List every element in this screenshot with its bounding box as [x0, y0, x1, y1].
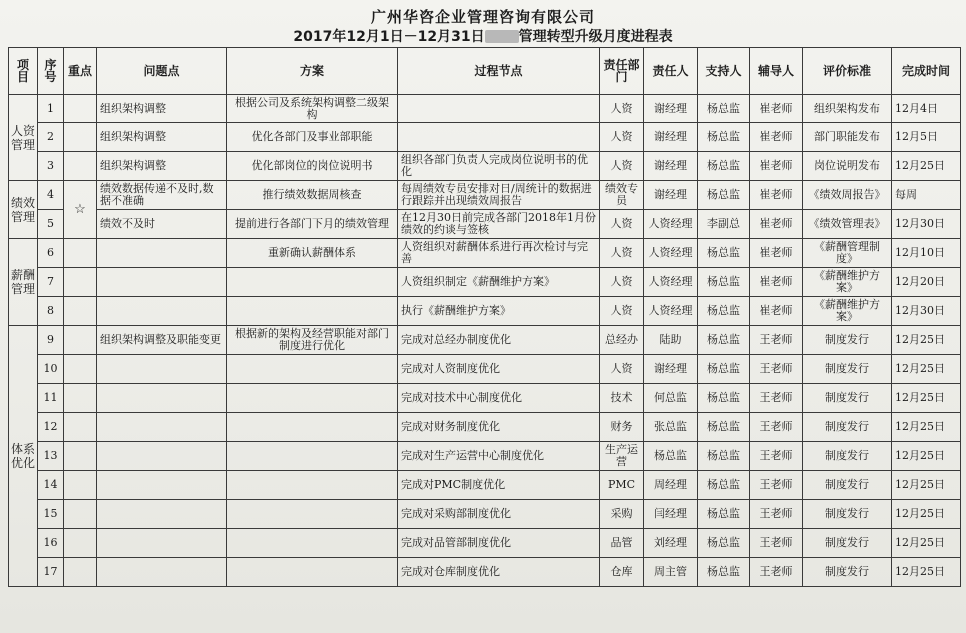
node-cell: 完成对财务制度优化: [398, 413, 600, 442]
dept-cell: 人资: [600, 239, 644, 268]
plan-cell: [227, 500, 398, 529]
table-row: [9, 297, 961, 326]
coach-cell: 崔老师: [750, 268, 803, 297]
row-number: 12: [38, 413, 64, 442]
owner-cell: 人资经理: [644, 268, 698, 297]
row-number: 13: [38, 442, 64, 471]
table-row: [9, 442, 961, 471]
table-row: [9, 239, 961, 268]
node-cell: 人资组织制定《薪酬维护方案》: [398, 268, 600, 297]
plan-cell: [227, 413, 398, 442]
date-range: 2017年12月1日－12月31日: [293, 29, 485, 45]
row-number: 14: [38, 471, 64, 500]
col-owner: 责任人: [644, 48, 698, 95]
standard-cell: 组织架构发布: [803, 95, 892, 123]
col-coach: 辅导人: [750, 48, 803, 95]
issue-cell: 组织架构调整: [97, 152, 227, 181]
node-cell: 完成对人资制度优化: [398, 355, 600, 384]
row-number: 4: [38, 181, 64, 210]
key-cell: [64, 95, 97, 123]
dept-cell: 仓库: [600, 558, 644, 587]
col-node: 过程节点: [398, 48, 600, 95]
support-cell: 杨总监: [698, 152, 750, 181]
company-title: 广州华咨企业管理咨询有限公司: [370, 8, 595, 26]
dept-cell: 人资: [600, 268, 644, 297]
col-due: 完成时间: [892, 48, 961, 95]
support-cell: 杨总监: [698, 558, 750, 587]
plan-cell: [227, 355, 398, 384]
coach-cell: 王老师: [750, 384, 803, 413]
dept-cell: 人资: [600, 123, 644, 152]
support-cell: 杨总监: [698, 123, 750, 152]
node-cell: 完成对采购部制度优化: [398, 500, 600, 529]
coach-cell: 王老师: [750, 529, 803, 558]
support-cell: 杨总监: [698, 471, 750, 500]
owner-cell: 周主管: [644, 558, 698, 587]
table-row: [9, 152, 961, 181]
table-title-text: 管理转型升级月度进程表: [518, 29, 673, 45]
row-number: 6: [38, 239, 64, 268]
category-cell: 人资管理: [9, 95, 38, 181]
table-row: [9, 355, 961, 384]
coach-cell: 王老师: [750, 326, 803, 355]
owner-cell: 刘经理: [644, 529, 698, 558]
issue-cell: [97, 471, 227, 500]
node-cell: 每周绩效专员安排对日/周统计的数据进行跟踪并出现绩效周报告: [398, 181, 600, 210]
due-cell: 12月10日: [892, 239, 961, 268]
table-title: [0, 26, 966, 46]
col-key: 重点: [64, 48, 97, 95]
support-cell: 杨总监: [698, 355, 750, 384]
key-cell: [64, 384, 97, 413]
plan-cell: [227, 558, 398, 587]
key-cell: [64, 326, 97, 355]
coach-cell: 崔老师: [750, 95, 803, 123]
header-row: [9, 48, 961, 95]
category-cell: 体系优化: [9, 326, 38, 587]
due-cell: 12月25日: [892, 500, 961, 529]
owner-cell: 何总监: [644, 384, 698, 413]
issue-cell: 组织架构调整: [97, 123, 227, 152]
owner-cell: 人资经理: [644, 210, 698, 239]
node-cell: 完成对生产运营中心制度优化: [398, 442, 600, 471]
owner-cell: 谢经理: [644, 123, 698, 152]
due-cell: 12月25日: [892, 529, 961, 558]
issue-cell: [97, 239, 227, 268]
standard-cell: 《薪酬维护方案》: [803, 268, 892, 297]
due-cell: 12月30日: [892, 210, 961, 239]
plan-cell: 推行绩效数据周核查: [227, 181, 398, 210]
col-no: 序号: [38, 48, 64, 95]
col-plan: 方案: [227, 48, 398, 95]
issue-cell: 绩效不及时: [97, 210, 227, 239]
coach-cell: 崔老师: [750, 123, 803, 152]
owner-cell: 人资经理: [644, 239, 698, 268]
row-number: 8: [38, 297, 64, 326]
coach-cell: 崔老师: [750, 297, 803, 326]
support-cell: 杨总监: [698, 384, 750, 413]
plan-cell: [227, 442, 398, 471]
standard-cell: 制度发行: [803, 355, 892, 384]
due-cell: 12月5日: [892, 123, 961, 152]
owner-cell: 陆助: [644, 326, 698, 355]
key-cell: [64, 529, 97, 558]
dept-cell: PMC: [600, 471, 644, 500]
row-number: 16: [38, 529, 64, 558]
due-cell: 12月25日: [892, 413, 961, 442]
progress-table: [8, 47, 961, 587]
row-number: 9: [38, 326, 64, 355]
coach-cell: 王老师: [750, 355, 803, 384]
dept-cell: 人资: [600, 355, 644, 384]
table-row: [9, 471, 961, 500]
owner-cell: 谢经理: [644, 355, 698, 384]
support-cell: 杨总监: [698, 413, 750, 442]
coach-cell: 王老师: [750, 413, 803, 442]
dept-cell: 绩效专员: [600, 181, 644, 210]
standard-cell: 《绩效管理表》: [803, 210, 892, 239]
owner-cell: 谢经理: [644, 181, 698, 210]
standard-cell: 制度发行: [803, 442, 892, 471]
due-cell: 12月4日: [892, 95, 961, 123]
plan-cell: [227, 529, 398, 558]
issue-cell: [97, 442, 227, 471]
plan-cell: 提前进行各部门下月的绩效管理: [227, 210, 398, 239]
plan-cell: 根据公司及系统架构调整二级架构: [227, 95, 398, 123]
support-cell: 杨总监: [698, 442, 750, 471]
table-row: [9, 529, 961, 558]
dept-cell: 人资: [600, 95, 644, 123]
table-row: [9, 500, 961, 529]
dept-cell: 采购: [600, 500, 644, 529]
table-row: [9, 384, 961, 413]
issue-cell: [97, 268, 227, 297]
standard-cell: 制度发行: [803, 384, 892, 413]
issue-cell: [97, 500, 227, 529]
plan-cell: [227, 471, 398, 500]
category-cell: 绩效管理: [9, 181, 38, 239]
issue-cell: [97, 297, 227, 326]
issue-cell: [97, 558, 227, 587]
support-cell: 杨总监: [698, 239, 750, 268]
standard-cell: 制度发行: [803, 529, 892, 558]
issue-cell: [97, 413, 227, 442]
standard-cell: 岗位说明发布: [803, 152, 892, 181]
node-cell: [398, 95, 600, 123]
row-number: 5: [38, 210, 64, 239]
issue-cell: 组织架构调整及职能变更: [97, 326, 227, 355]
col-issue: 问题点: [97, 48, 227, 95]
due-cell: 12月25日: [892, 558, 961, 587]
dept-cell: 人资: [600, 152, 644, 181]
key-cell: [64, 500, 97, 529]
table-row: [9, 181, 961, 210]
key-cell: [64, 152, 97, 181]
key-cell: [64, 123, 97, 152]
dept-cell: 人资: [600, 297, 644, 326]
plan-cell: 优化各部门及事业部职能: [227, 123, 398, 152]
row-number: 11: [38, 384, 64, 413]
table-row: [9, 210, 961, 239]
owner-cell: 张总监: [644, 413, 698, 442]
standard-cell: 制度发行: [803, 500, 892, 529]
dept-cell: 总经办: [600, 326, 644, 355]
due-cell: 12月25日: [892, 384, 961, 413]
due-cell: 12月25日: [892, 326, 961, 355]
standard-cell: 《薪酬维护方案》: [803, 297, 892, 326]
key-star-icon: ☆: [64, 181, 97, 239]
standard-cell: 《绩效周报告》: [803, 181, 892, 210]
table-row: [9, 123, 961, 152]
key-cell: [64, 558, 97, 587]
row-number: 3: [38, 152, 64, 181]
owner-cell: 谢经理: [644, 95, 698, 123]
category-cell: 薪酬管理: [9, 239, 38, 326]
support-cell: 杨总监: [698, 95, 750, 123]
key-cell: [64, 239, 97, 268]
coach-cell: 王老师: [750, 558, 803, 587]
key-cell: [64, 297, 97, 326]
redacted-name: [485, 30, 519, 43]
issue-cell: [97, 529, 227, 558]
table-row: [9, 558, 961, 587]
standard-cell: 部门职能发布: [803, 123, 892, 152]
due-cell: 每周: [892, 181, 961, 210]
dept-cell: 生产运营: [600, 442, 644, 471]
coach-cell: 王老师: [750, 442, 803, 471]
standard-cell: 制度发行: [803, 471, 892, 500]
support-cell: 杨总监: [698, 529, 750, 558]
key-cell: [64, 471, 97, 500]
coach-cell: 崔老师: [750, 152, 803, 181]
support-cell: 李副总: [698, 210, 750, 239]
support-cell: 杨总监: [698, 268, 750, 297]
plan-cell: 优化部岗位的岗位说明书: [227, 152, 398, 181]
row-number: 10: [38, 355, 64, 384]
owner-cell: 闫经理: [644, 500, 698, 529]
issue-cell: [97, 355, 227, 384]
plan-cell: [227, 268, 398, 297]
node-cell: 执行《薪酬维护方案》: [398, 297, 600, 326]
coach-cell: 王老师: [750, 471, 803, 500]
plan-cell: 重新确认薪酬体系: [227, 239, 398, 268]
col-support: 支持人: [698, 48, 750, 95]
node-cell: 完成对技术中心制度优化: [398, 384, 600, 413]
col-standard: 评价标准: [803, 48, 892, 95]
coach-cell: 王老师: [750, 500, 803, 529]
owner-cell: 杨总监: [644, 442, 698, 471]
node-cell: 完成对PMC制度优化: [398, 471, 600, 500]
issue-cell: 绩效数据传递不及时,数据不准确: [97, 181, 227, 210]
coach-cell: 崔老师: [750, 239, 803, 268]
table-row: [9, 326, 961, 355]
node-cell: 完成对品管部制度优化: [398, 529, 600, 558]
due-cell: 12月25日: [892, 152, 961, 181]
row-number: 1: [38, 95, 64, 123]
standard-cell: 《薪酬管理制度》: [803, 239, 892, 268]
node-cell: 完成对仓库制度优化: [398, 558, 600, 587]
standard-cell: 制度发行: [803, 326, 892, 355]
support-cell: 杨总监: [698, 181, 750, 210]
dept-cell: 品管: [600, 529, 644, 558]
key-cell: [64, 413, 97, 442]
node-cell: 组织各部门负责人完成岗位说明书的优化: [398, 152, 600, 181]
due-cell: 12月20日: [892, 268, 961, 297]
plan-cell: [227, 384, 398, 413]
dept-cell: 技术: [600, 384, 644, 413]
plan-cell: 根据新的架构及经营职能对部门制度进行优化: [227, 326, 398, 355]
col-dept: 责任部门: [600, 48, 644, 95]
table-row: [9, 268, 961, 297]
table-row: [9, 95, 961, 123]
due-cell: 12月30日: [892, 297, 961, 326]
due-cell: 12月25日: [892, 471, 961, 500]
support-cell: 杨总监: [698, 297, 750, 326]
row-number: 2: [38, 123, 64, 152]
due-cell: 12月25日: [892, 355, 961, 384]
key-cell: [64, 442, 97, 471]
key-cell: [64, 355, 97, 384]
support-cell: 杨总监: [698, 326, 750, 355]
node-cell: 人资组织对薪酬体系进行再次检讨与完善: [398, 239, 600, 268]
owner-cell: 人资经理: [644, 297, 698, 326]
issue-cell: [97, 384, 227, 413]
node-cell: 在12月30日前完成各部门2018年1月份绩效的约谈与签核: [398, 210, 600, 239]
standard-cell: 制度发行: [803, 413, 892, 442]
row-number: 7: [38, 268, 64, 297]
coach-cell: 崔老师: [750, 210, 803, 239]
coach-cell: 崔老师: [750, 181, 803, 210]
owner-cell: 谢经理: [644, 152, 698, 181]
due-cell: 12月25日: [892, 442, 961, 471]
issue-cell: 组织架构调整: [97, 95, 227, 123]
support-cell: 杨总监: [698, 500, 750, 529]
node-cell: 完成对总经办制度优化: [398, 326, 600, 355]
dept-cell: 财务: [600, 413, 644, 442]
key-cell: [64, 268, 97, 297]
row-number: 17: [38, 558, 64, 587]
table-row: [9, 413, 961, 442]
owner-cell: 周经理: [644, 471, 698, 500]
node-cell: [398, 123, 600, 152]
col-category: 项目: [9, 48, 38, 95]
plan-cell: [227, 297, 398, 326]
dept-cell: 人资: [600, 210, 644, 239]
standard-cell: 制度发行: [803, 558, 892, 587]
row-number: 15: [38, 500, 64, 529]
